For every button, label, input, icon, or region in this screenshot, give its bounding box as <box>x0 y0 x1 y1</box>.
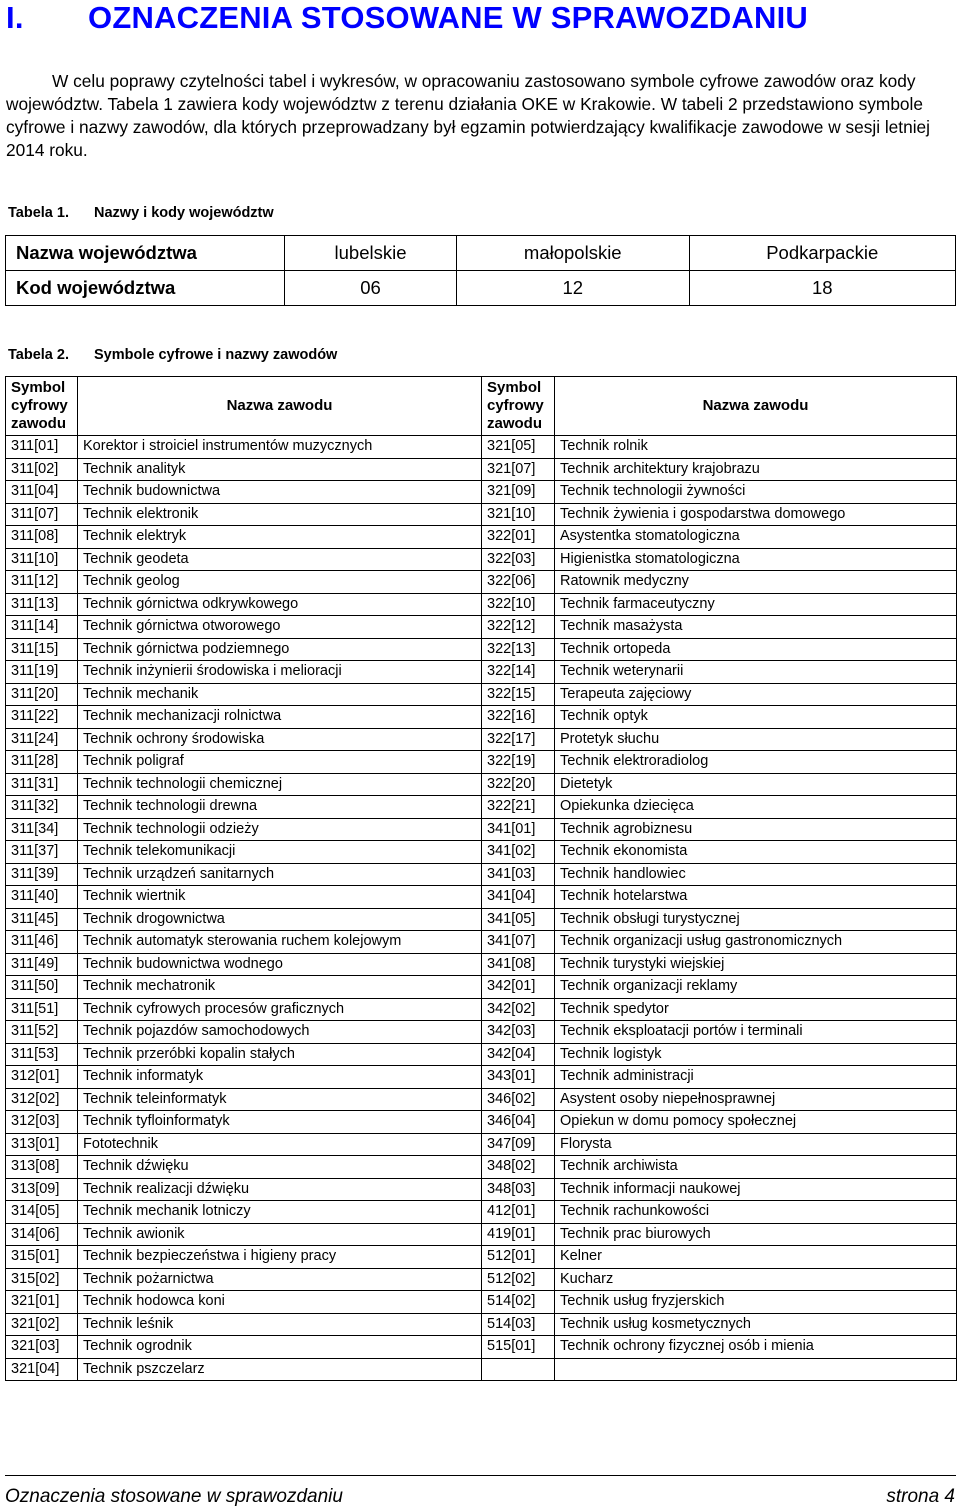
profession-cell: Asystentka stomatologiczna <box>555 526 957 549</box>
symbol-cell: 514[03] <box>482 1313 555 1336</box>
table-row <box>6 1268 957 1291</box>
table-row <box>6 1201 957 1224</box>
symbol-cell: 512[01] <box>482 1246 555 1269</box>
table-row <box>6 1156 957 1179</box>
table1-row-head-codes: Kod województwa <box>6 271 285 306</box>
profession-cell: Technik archiwista <box>555 1156 957 1179</box>
table1-row-head-names: Nazwa województwa <box>6 236 285 271</box>
table-row <box>6 458 957 481</box>
table-row <box>6 571 957 594</box>
symbol-cell: 348[03] <box>482 1178 555 1201</box>
symbol-cell: 314[05] <box>6 1201 78 1224</box>
table-row <box>6 773 957 796</box>
profession-cell: Technik obsługi turystycznej <box>555 908 957 931</box>
table-row <box>6 863 957 886</box>
symbol-cell: 311[22] <box>6 706 78 729</box>
symbol-cell: 311[13] <box>6 593 78 616</box>
table-row <box>6 1358 957 1381</box>
symbol-cell: 341[01] <box>482 818 555 841</box>
table-row <box>6 1291 957 1314</box>
profession-cell: Technik wiertnik <box>78 886 482 909</box>
symbol-cell: 311[20] <box>6 683 78 706</box>
table-row <box>6 436 957 459</box>
table-row <box>6 1313 957 1336</box>
symbol-cell: 313[01] <box>6 1133 78 1156</box>
profession-cell: Technik mechanizacji rolnictwa <box>78 706 482 729</box>
symbol-cell: 311[04] <box>6 481 78 504</box>
table1-code-cell: 12 <box>457 271 690 306</box>
symbol-cell: 311[01] <box>6 436 78 459</box>
profession-cell: Technik analityk <box>78 458 482 481</box>
table-row <box>6 1246 957 1269</box>
symbol-cell: 347[09] <box>482 1133 555 1156</box>
table2-body <box>6 436 957 1381</box>
symbol-cell: 322[12] <box>482 616 555 639</box>
voivodeship-table <box>5 235 956 306</box>
symbol-cell: 312[03] <box>6 1111 78 1134</box>
profession-cell: Technik pożarnictwa <box>78 1268 482 1291</box>
symbol-cell: 322[13] <box>482 638 555 661</box>
table1-code-cell: 06 <box>285 271 457 306</box>
header-name-right: Nazwa zawodu <box>555 377 957 436</box>
symbol-cell: 311[46] <box>6 931 78 954</box>
profession-cell: Technik pojazdów samochodowych <box>78 1021 482 1044</box>
profession-cell: Technik teleinformatyk <box>78 1088 482 1111</box>
table-row <box>6 953 957 976</box>
symbol-cell: 321[09] <box>482 481 555 504</box>
table1-label: Tabela 1. <box>8 205 69 221</box>
profession-cell: Kucharz <box>555 1268 957 1291</box>
symbol-cell: 341[07] <box>482 931 555 954</box>
symbol-cell: 346[04] <box>482 1111 555 1134</box>
table-row <box>6 1223 957 1246</box>
table1-codes-row <box>6 271 956 306</box>
intro-paragraph: W celu poprawy czytelności tabel i wykresów, w opracowaniu zastosowano symbole cyfrowe zawodów oraz kody województw. Tabela 1 zawiera kody województw z terenu działania OKE w Krakowie. W tabeli 2 przedstawiono symbole cyfrowe i nazwy zawodów, dla których przeprowadzany był egzamin potwierdzający kwalifikacje zawodowe w sesji letniej 2014 roku. <box>6 71 930 160</box>
profession-cell: Technik ochrony fizycznej osób i mienia <box>555 1336 957 1359</box>
footer-divider <box>5 1475 956 1476</box>
header-symbol-left: Symbol cyfrowy zawodu <box>6 377 78 436</box>
symbol-cell: 322[06] <box>482 571 555 594</box>
symbol-cell: 313[08] <box>6 1156 78 1179</box>
table1-title: Nazwy i kody województw <box>94 205 274 221</box>
symbol-cell: 512[02] <box>482 1268 555 1291</box>
profession-cell: Technik organizacji usług gastronomicznych <box>555 931 957 954</box>
symbol-cell: 313[09] <box>6 1178 78 1201</box>
profession-cell <box>555 1358 957 1381</box>
profession-cell: Technik żywienia i gospodarstwa domowego <box>555 503 957 526</box>
symbol-cell: 321[04] <box>6 1358 78 1381</box>
table-row <box>6 751 957 774</box>
profession-cell: Technik usług kosmetycznych <box>555 1313 957 1336</box>
symbol-cell: 322[03] <box>482 548 555 571</box>
symbol-cell: 311[52] <box>6 1021 78 1044</box>
symbol-cell: 311[51] <box>6 998 78 1021</box>
profession-cell: Florysta <box>555 1133 957 1156</box>
table-row <box>6 638 957 661</box>
symbol-cell: 322[14] <box>482 661 555 684</box>
profession-cell: Fototechnik <box>78 1133 482 1156</box>
table1-name-cell: lubelskie <box>285 236 457 271</box>
table1-names-row <box>6 236 956 271</box>
profession-cell: Protetyk słuchu <box>555 728 957 751</box>
profession-cell: Technik technologii drewna <box>78 796 482 819</box>
profession-cell: Technik tyfloinformatyk <box>78 1111 482 1134</box>
footer-title: Oznaczenia stosowane w sprawozdaniu <box>5 1486 343 1507</box>
profession-cell: Technik automatyk sterowania ruchem kolejowym <box>78 931 482 954</box>
symbol-cell: 341[08] <box>482 953 555 976</box>
section-title: OZNACZENIA STOSOWANE W SPRAWOZDANIU <box>88 0 808 35</box>
table-row <box>6 1111 957 1134</box>
profession-cell: Technik poligraf <box>78 751 482 774</box>
table2-title: Symbole cyfrowe i nazwy zawodów <box>94 347 338 363</box>
profession-cell: Technik telekomunikacji <box>78 841 482 864</box>
profession-cell: Terapeuta zajęciowy <box>555 683 957 706</box>
table-row <box>6 1043 957 1066</box>
profession-cell: Technik eksploatacji portów i terminali <box>555 1021 957 1044</box>
symbol-cell: 311[14] <box>6 616 78 639</box>
profession-cell: Technik organizacji reklamy <box>555 976 957 999</box>
table2-header-row <box>6 377 957 436</box>
symbol-cell: 311[12] <box>6 571 78 594</box>
profession-cell: Technik agrobiznesu <box>555 818 957 841</box>
symbol-cell: 312[02] <box>6 1088 78 1111</box>
symbol-cell: 341[05] <box>482 908 555 931</box>
symbol-cell: 311[28] <box>6 751 78 774</box>
profession-cell: Technik ochrony środowiska <box>78 728 482 751</box>
symbol-cell: 311[19] <box>6 661 78 684</box>
section-heading <box>6 0 808 36</box>
profession-cell: Technik logistyk <box>555 1043 957 1066</box>
symbol-cell: 342[03] <box>482 1021 555 1044</box>
symbol-cell: 515[01] <box>482 1336 555 1359</box>
profession-cell: Technik realizacji dźwięku <box>78 1178 482 1201</box>
profession-cell: Technik architektury krajobrazu <box>555 458 957 481</box>
symbol-cell: 322[17] <box>482 728 555 751</box>
profession-cell: Asystent osoby niepełnosprawnej <box>555 1088 957 1111</box>
table-row <box>6 998 957 1021</box>
symbol-cell: 311[40] <box>6 886 78 909</box>
profession-cell: Technik informacji naukowej <box>555 1178 957 1201</box>
professions-table <box>5 376 957 1381</box>
symbol-cell: 322[01] <box>482 526 555 549</box>
table-row <box>6 976 957 999</box>
symbol-cell: 342[01] <box>482 976 555 999</box>
profession-cell: Dietetyk <box>555 773 957 796</box>
table-row <box>6 593 957 616</box>
table-row <box>6 661 957 684</box>
symbol-cell: 311[49] <box>6 953 78 976</box>
profession-cell: Technik przeróbki kopalin stałych <box>78 1043 482 1066</box>
symbol-cell: 311[31] <box>6 773 78 796</box>
profession-cell: Technik spedytor <box>555 998 957 1021</box>
profession-cell: Opiekunka dziecięca <box>555 796 957 819</box>
symbol-cell: 311[10] <box>6 548 78 571</box>
profession-cell: Technik mechatronik <box>78 976 482 999</box>
symbol-cell: 311[24] <box>6 728 78 751</box>
symbol-cell: 311[07] <box>6 503 78 526</box>
symbol-cell: 321[03] <box>6 1336 78 1359</box>
header-symbol-right: Symbol cyfrowy zawodu <box>482 377 555 436</box>
profession-cell: Technik cyfrowych procesów graficznych <box>78 998 482 1021</box>
profession-cell: Technik handlowiec <box>555 863 957 886</box>
symbol-cell: 311[08] <box>6 526 78 549</box>
symbol-cell: 341[02] <box>482 841 555 864</box>
symbol-cell: 322[16] <box>482 706 555 729</box>
profession-cell: Technik rachunkowości <box>555 1201 957 1224</box>
table1-name-cell: małopolskie <box>457 236 690 271</box>
table-row <box>6 818 957 841</box>
symbol-cell: 311[32] <box>6 796 78 819</box>
symbol-cell: 412[01] <box>482 1201 555 1224</box>
profession-cell: Technik budownictwa wodnego <box>78 953 482 976</box>
profession-cell: Technik masażysta <box>555 616 957 639</box>
table-row <box>6 1021 957 1044</box>
profession-cell: Technik usług fryzjerskich <box>555 1291 957 1314</box>
symbol-cell: 348[02] <box>482 1156 555 1179</box>
profession-cell: Technik górnictwa odkrywkowego <box>78 593 482 616</box>
symbol-cell: 322[15] <box>482 683 555 706</box>
symbol-cell: 312[01] <box>6 1066 78 1089</box>
profession-cell: Technik hotelarstwa <box>555 886 957 909</box>
profession-cell: Technik ogrodnik <box>78 1336 482 1359</box>
profession-cell: Technik geolog <box>78 571 482 594</box>
symbol-cell: 514[02] <box>482 1291 555 1314</box>
profession-cell: Technik technologii odzieży <box>78 818 482 841</box>
profession-cell: Technik farmaceutyczny <box>555 593 957 616</box>
table-row <box>6 728 957 751</box>
profession-cell: Technik ortopeda <box>555 638 957 661</box>
table-row <box>6 1088 957 1111</box>
table-row <box>6 1066 957 1089</box>
table-row <box>6 886 957 909</box>
table1-name-cell: Podkarpackie <box>689 236 955 271</box>
profession-cell: Technik budownictwa <box>78 481 482 504</box>
profession-cell: Technik górnictwa otworowego <box>78 616 482 639</box>
symbol-cell: 321[01] <box>6 1291 78 1314</box>
profession-cell: Technik rolnik <box>555 436 957 459</box>
table-row <box>6 931 957 954</box>
symbol-cell: 321[07] <box>482 458 555 481</box>
profession-cell: Technik informatyk <box>78 1066 482 1089</box>
table1-caption <box>8 205 274 221</box>
profession-cell: Technik elektronik <box>78 503 482 526</box>
profession-cell: Technik administracji <box>555 1066 957 1089</box>
profession-cell: Technik inżynierii środowiska i melioracji <box>78 661 482 684</box>
profession-cell: Technik geodeta <box>78 548 482 571</box>
symbol-cell: 322[19] <box>482 751 555 774</box>
profession-cell: Technik optyk <box>555 706 957 729</box>
profession-cell: Kelner <box>555 1246 957 1269</box>
profession-cell: Technik awionik <box>78 1223 482 1246</box>
page-number: strona 4 <box>886 1486 955 1507</box>
symbol-cell: 346[02] <box>482 1088 555 1111</box>
symbol-cell: 315[01] <box>6 1246 78 1269</box>
profession-cell: Technik technologii chemicznej <box>78 773 482 796</box>
profession-cell: Technik urządzeń sanitarnych <box>78 863 482 886</box>
symbol-cell: 341[03] <box>482 863 555 886</box>
profession-cell: Korektor i stroiciel instrumentów muzycznych <box>78 436 482 459</box>
header-name-left: Nazwa zawodu <box>78 377 482 436</box>
table-row <box>6 1336 957 1359</box>
profession-cell: Technik bezpieczeństwa i higieny pracy <box>78 1246 482 1269</box>
symbol-cell: 315[02] <box>6 1268 78 1291</box>
table2-caption <box>8 347 338 363</box>
symbol-cell: 342[04] <box>482 1043 555 1066</box>
profession-cell: Higienistka stomatologiczna <box>555 548 957 571</box>
symbol-cell: 342[02] <box>482 998 555 1021</box>
symbol-cell: 311[02] <box>6 458 78 481</box>
symbol-cell: 321[02] <box>6 1313 78 1336</box>
profession-cell: Technik mechanik <box>78 683 482 706</box>
profession-cell: Ratownik medyczny <box>555 571 957 594</box>
profession-cell: Technik hodowca koni <box>78 1291 482 1314</box>
symbol-cell <box>482 1358 555 1381</box>
symbol-cell: 314[06] <box>6 1223 78 1246</box>
symbol-cell: 341[04] <box>482 886 555 909</box>
profession-cell: Technik technologii żywności <box>555 481 957 504</box>
profession-cell: Technik weterynarii <box>555 661 957 684</box>
symbol-cell: 311[50] <box>6 976 78 999</box>
symbol-cell: 419[01] <box>482 1223 555 1246</box>
symbol-cell: 322[20] <box>482 773 555 796</box>
symbol-cell: 311[45] <box>6 908 78 931</box>
symbol-cell: 311[37] <box>6 841 78 864</box>
symbol-cell: 322[10] <box>482 593 555 616</box>
table-row <box>6 1133 957 1156</box>
table-row <box>6 1178 957 1201</box>
symbol-cell: 321[05] <box>482 436 555 459</box>
profession-cell: Technik elektryk <box>78 526 482 549</box>
profession-cell: Opiekun w domu pomocy społecznej <box>555 1111 957 1134</box>
table-row <box>6 841 957 864</box>
table1-code-cell: 18 <box>689 271 955 306</box>
profession-cell: Technik ekonomista <box>555 841 957 864</box>
section-number: I. <box>6 0 24 35</box>
table-row <box>6 548 957 571</box>
symbol-cell: 311[15] <box>6 638 78 661</box>
profession-cell: Technik drogownictwa <box>78 908 482 931</box>
table-row <box>6 481 957 504</box>
profession-cell: Technik elektroradiolog <box>555 751 957 774</box>
table-row <box>6 616 957 639</box>
profession-cell: Technik turystyki wiejskiej <box>555 953 957 976</box>
table-row <box>6 706 957 729</box>
symbol-cell: 311[53] <box>6 1043 78 1066</box>
symbol-cell: 321[10] <box>482 503 555 526</box>
table-row <box>6 796 957 819</box>
profession-cell: Technik górnictwa podziemnego <box>78 638 482 661</box>
profession-cell: Technik pszczelarz <box>78 1358 482 1381</box>
symbol-cell: 343[01] <box>482 1066 555 1089</box>
table-row <box>6 503 957 526</box>
symbol-cell: 311[39] <box>6 863 78 886</box>
table-row <box>6 526 957 549</box>
profession-cell: Technik prac biurowych <box>555 1223 957 1246</box>
symbol-cell: 311[34] <box>6 818 78 841</box>
profession-cell: Technik leśnik <box>78 1313 482 1336</box>
table-row <box>6 908 957 931</box>
profession-cell: Technik mechanik lotniczy <box>78 1201 482 1224</box>
symbol-cell: 322[21] <box>482 796 555 819</box>
table2-label: Tabela 2. <box>8 347 69 363</box>
profession-cell: Technik dźwięku <box>78 1156 482 1179</box>
table-row <box>6 683 957 706</box>
